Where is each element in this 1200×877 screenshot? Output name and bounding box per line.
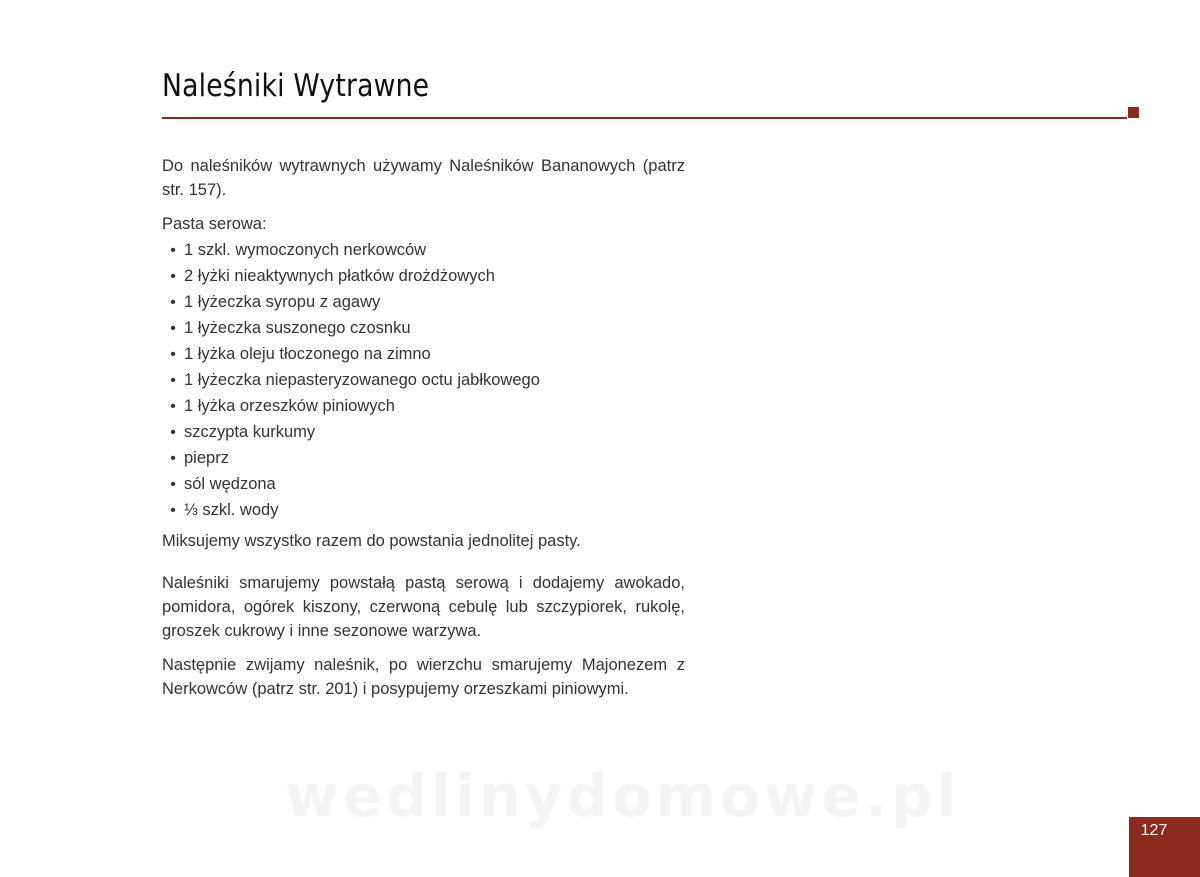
ingredient-text: 2 łyżki nieaktywnych płatków drożdżowych [184, 267, 495, 285]
list-item [162, 367, 685, 393]
ingredient-text: 1 łyżeczka suszonego czosnku [184, 319, 411, 337]
list-item [162, 471, 685, 497]
ingredient-text: szczypta kurkumy [184, 423, 316, 441]
ingredient-text: 1 łyżeczka niepasteryzowanego octu jabłkowego [184, 371, 540, 389]
ingredient-text: 1 łyżka orzeszków piniowych [184, 397, 395, 415]
ingredient-text: pieprz [184, 449, 229, 467]
list-item [162, 341, 685, 367]
bullet-icon: • [170, 346, 176, 363]
page-title: Naleśniki Wytrawne [162, 68, 430, 104]
ingredient-text: 1 łyżeczka syropu z agawy [184, 293, 381, 311]
bullet-icon: • [170, 476, 176, 493]
ingredient-text: 1 szkl. wymoczonych nerkowców [184, 241, 427, 259]
spread-instruction: Naleśniki smarujemy powstałą pastą serową i dodajemy awokado, pomidora, ogórek kiszony, czerwoną cebulę lub szczypiorek, rukolę, groszek cukrowy i inne sezonowe warzywa. [162, 574, 685, 640]
ingredient-text: sól wędzona [184, 475, 276, 493]
bullet-icon: • [170, 268, 176, 285]
bullet-icon: • [170, 242, 176, 259]
watermark: wedlinydomowe.pl [285, 762, 961, 830]
ingredient-text: ⅓ szkl. wody [184, 501, 279, 519]
bullet-icon: • [170, 424, 176, 441]
list-item [162, 393, 685, 419]
list-item [162, 445, 685, 471]
paste-label: Pasta serowa: [162, 215, 267, 233]
bullet-icon: • [170, 372, 176, 389]
recipe-content [162, 154, 685, 701]
list-item [162, 289, 685, 315]
list-item [162, 263, 685, 289]
title-underline [162, 117, 1127, 119]
page-number-box [1129, 817, 1200, 877]
list-item [162, 315, 685, 341]
title-underline-square [1128, 107, 1139, 118]
intro-paragraph: Do naleśników wytrawnych używamy Naleśników Bananowych (patrz str. 157). [162, 157, 685, 199]
finish-instruction: Następnie zwijamy naleśnik, po wierzchu smarujemy Majonezem z Nerkowców (patrz str. 201) i posypujemy orzeszkami piniowymi. [162, 656, 685, 698]
bullet-icon: • [170, 502, 176, 519]
ingredient-text: 1 łyżka oleju tłoczonego na zimno [184, 345, 431, 363]
bullet-icon: • [170, 450, 176, 467]
bullet-icon: • [170, 294, 176, 311]
mix-instruction: Miksujemy wszystko razem do powstania jednolitej pasty. [162, 532, 581, 550]
page-number: 127 [1140, 822, 1168, 839]
list-item [162, 419, 685, 445]
ingredient-list [162, 237, 685, 523]
bullet-icon: • [170, 320, 176, 337]
list-item [162, 497, 685, 523]
list-item [162, 237, 685, 263]
bullet-icon: • [170, 398, 176, 415]
